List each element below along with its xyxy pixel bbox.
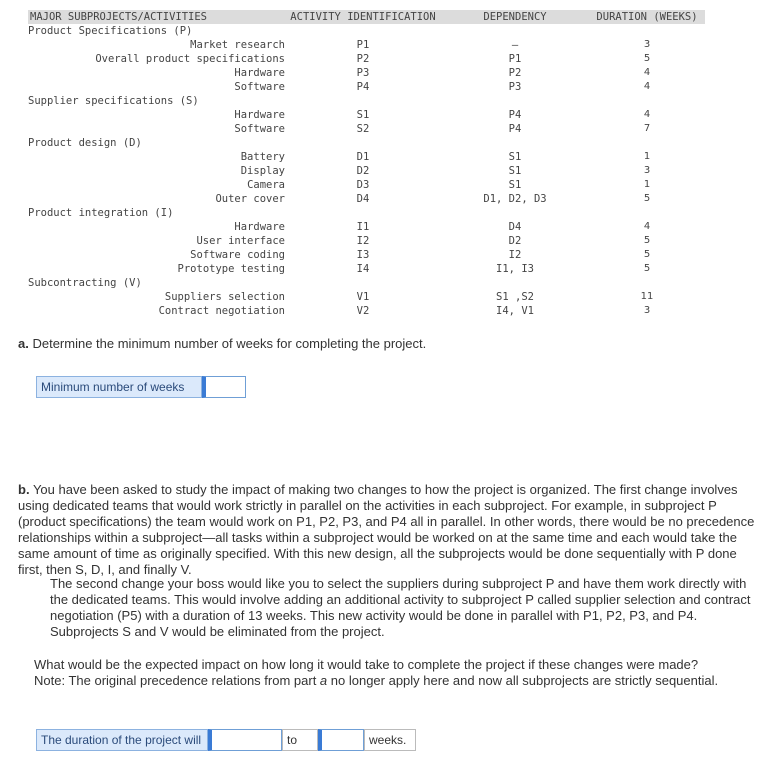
part-b-question-line: What would be the expected impact on how long it would take to complete the project if these changes were made? xyxy=(34,657,699,672)
activity-id: V2 xyxy=(356,305,370,317)
activity-row xyxy=(28,52,705,66)
part-b-note xyxy=(34,673,764,689)
activity-dependency: S1 ,S2 xyxy=(496,291,534,303)
activity-row xyxy=(28,38,705,52)
activity-dependency: P4 xyxy=(508,109,522,121)
activity-dependency: I1, I3 xyxy=(496,263,534,275)
activity-name: Software coding xyxy=(190,249,285,261)
activity-dependency: S1 xyxy=(508,179,522,191)
activity-row xyxy=(28,164,705,178)
duration-change-input[interactable] xyxy=(208,729,282,751)
activity-duration: 3 xyxy=(643,39,651,50)
activity-row xyxy=(28,178,705,192)
group-row xyxy=(28,136,705,150)
header-activities: MAJOR SUBPROJECTS/ACTIVITIES xyxy=(28,10,285,24)
activity-dependency: D1, D2, D3 xyxy=(483,193,547,205)
activity-duration: 4 xyxy=(643,109,651,120)
part-b-letter: b. xyxy=(18,482,30,497)
minimum-weeks-field[interactable] xyxy=(206,377,249,399)
activity-dependency: S1 xyxy=(508,151,522,163)
activity-row xyxy=(28,80,705,94)
activity-dependency: D2 xyxy=(508,235,522,247)
activity-dependency: P3 xyxy=(508,81,522,93)
activity-dependency: I4, V1 xyxy=(496,305,534,317)
project-table xyxy=(28,10,705,318)
activity-id: I4 xyxy=(356,263,370,275)
activity-id: P4 xyxy=(356,81,370,93)
activity-duration: 7 xyxy=(643,123,651,134)
activity-duration: 5 xyxy=(643,235,651,246)
duration-weeks-field[interactable] xyxy=(322,730,367,752)
activity-duration: 3 xyxy=(643,165,651,176)
table-body xyxy=(28,24,705,318)
table-header-row xyxy=(28,10,705,24)
activity-row xyxy=(28,290,705,304)
activity-row xyxy=(28,122,705,136)
activity-duration: 3 xyxy=(643,305,651,316)
activity-dependency: S1 xyxy=(508,165,522,177)
activity-row xyxy=(28,66,705,80)
activity-name: Software xyxy=(234,81,285,93)
activity-id: I3 xyxy=(356,249,370,261)
activity-name: Camera xyxy=(247,179,285,191)
activity-name: Hardware xyxy=(234,221,285,233)
activity-duration: 4 xyxy=(643,221,651,232)
activity-dependency: I2 xyxy=(508,249,522,261)
part-b-answer-row xyxy=(36,729,416,751)
activity-name: Battery xyxy=(240,151,285,163)
to-label: to xyxy=(282,729,318,751)
activity-row xyxy=(28,192,705,206)
activity-duration: 5 xyxy=(643,53,651,64)
activity-dependency: – xyxy=(511,39,519,51)
activity-name: Prototype testing xyxy=(177,263,285,275)
activity-id: S2 xyxy=(356,123,370,135)
minimum-weeks-label: Minimum number of weeks xyxy=(36,376,202,398)
activity-id: I1 xyxy=(356,221,370,233)
duration-label: The duration of the project will xyxy=(36,729,208,751)
weeks-label: weeks. xyxy=(364,729,416,751)
activity-id: D3 xyxy=(356,179,370,191)
activity-name: Outer cover xyxy=(215,193,285,205)
group-row xyxy=(28,24,705,38)
group-title: Subcontracting (V) xyxy=(28,277,142,289)
activity-id: P2 xyxy=(356,53,370,65)
activity-id: S1 xyxy=(356,109,370,121)
activity-duration: 5 xyxy=(643,193,651,204)
part-a-answer-row xyxy=(36,376,246,398)
activity-name: Market research xyxy=(190,39,285,51)
group-title: Product Specifications (P) xyxy=(28,25,193,37)
part-a-question xyxy=(18,336,426,351)
activity-row xyxy=(28,220,705,234)
activity-dependency: P1 xyxy=(508,53,522,65)
group-row xyxy=(28,206,705,220)
activity-row xyxy=(28,304,705,318)
part-b-question xyxy=(34,657,764,689)
activity-id: I2 xyxy=(356,235,370,247)
activity-dependency: D4 xyxy=(508,221,522,233)
activity-name: Hardware xyxy=(234,67,285,79)
group-title: Product design (D) xyxy=(28,137,142,149)
activity-duration: 4 xyxy=(643,67,651,78)
part-b-paragraph-1 xyxy=(18,482,760,578)
activity-dependency: P2 xyxy=(508,67,522,79)
activity-id: P3 xyxy=(356,67,370,79)
activity-duration: 5 xyxy=(643,249,651,260)
activity-row xyxy=(28,150,705,164)
activity-name: Contract negotiation xyxy=(158,305,285,317)
activity-duration: 1 xyxy=(643,179,651,190)
part-a-text: Determine the minimum number of weeks for completing the project. xyxy=(32,336,427,351)
group-title: Product integration (I) xyxy=(28,207,174,219)
activity-name: Suppliers selection xyxy=(164,291,285,303)
header-identification: ACTIVITY IDENTIFICATION xyxy=(285,10,441,24)
part-b-paragraph-2 xyxy=(50,576,762,640)
activity-id: D2 xyxy=(356,165,370,177)
activity-id: D1 xyxy=(356,151,370,163)
activity-row xyxy=(28,262,705,276)
activity-row xyxy=(28,108,705,122)
activity-duration: 1 xyxy=(643,151,651,162)
group-row xyxy=(28,94,705,108)
activity-name: Display xyxy=(240,165,285,177)
activity-duration: 5 xyxy=(643,263,651,274)
activity-name: Hardware xyxy=(234,109,285,121)
part-b-text-1: You have been asked to study the impact of making two changes to how the project is organized. The first change involves using dedicated teams that would work strictly in parallel on the activities in each subproject. For example, in subproject P (product specifications) the team would work on P1, P2, P3, and P4 all in parallel. In other words, there would be no precedence relationships within a subproject—all tasks within a subproject would be worked on at the same time and each would take the same amount of time as originally specified. With this new design, all the subprojects would be done sequentially with P done first, then S, D, I, and finally V. xyxy=(18,482,755,577)
activity-name: Software xyxy=(234,123,285,135)
header-duration: DURATION (WEEKS) xyxy=(589,10,705,24)
header-dependency: DEPENDENCY xyxy=(441,10,589,24)
activity-row xyxy=(28,234,705,248)
activity-row xyxy=(28,248,705,262)
group-row xyxy=(28,276,705,290)
note-italic: a xyxy=(319,673,328,688)
activity-name: User interface xyxy=(196,235,285,247)
note-start: Note: The original precedence relations from part xyxy=(34,673,320,688)
note-end: no longer apply here and now all subprojects are strictly sequential. xyxy=(327,673,719,688)
activity-id: V1 xyxy=(356,291,370,303)
activity-id: D4 xyxy=(356,193,370,205)
part-a-letter: a. xyxy=(18,336,29,351)
group-title: Supplier specifications (S) xyxy=(28,95,199,107)
activity-dependency: P4 xyxy=(508,123,522,135)
activity-duration: 11 xyxy=(640,291,654,302)
minimum-weeks-input[interactable] xyxy=(202,376,246,398)
activity-id: P1 xyxy=(356,39,370,51)
duration-change-field[interactable] xyxy=(212,730,285,752)
activity-duration: 4 xyxy=(643,81,651,92)
activity-name: Overall product specifications xyxy=(95,53,285,65)
duration-weeks-input[interactable] xyxy=(318,729,364,751)
part-b-text-2: The second change your boss would like you to select the suppliers during subproject P and have them work directly with the dedicated teams. This would involve adding an additional activity to subproject P called supplier selection and contract negotiation (P5) with a duration of 13 weeks. This new activity would be done in parallel with P1, P2, P3, and P4. Subprojects S and V would be eliminated from the project. xyxy=(50,576,751,639)
